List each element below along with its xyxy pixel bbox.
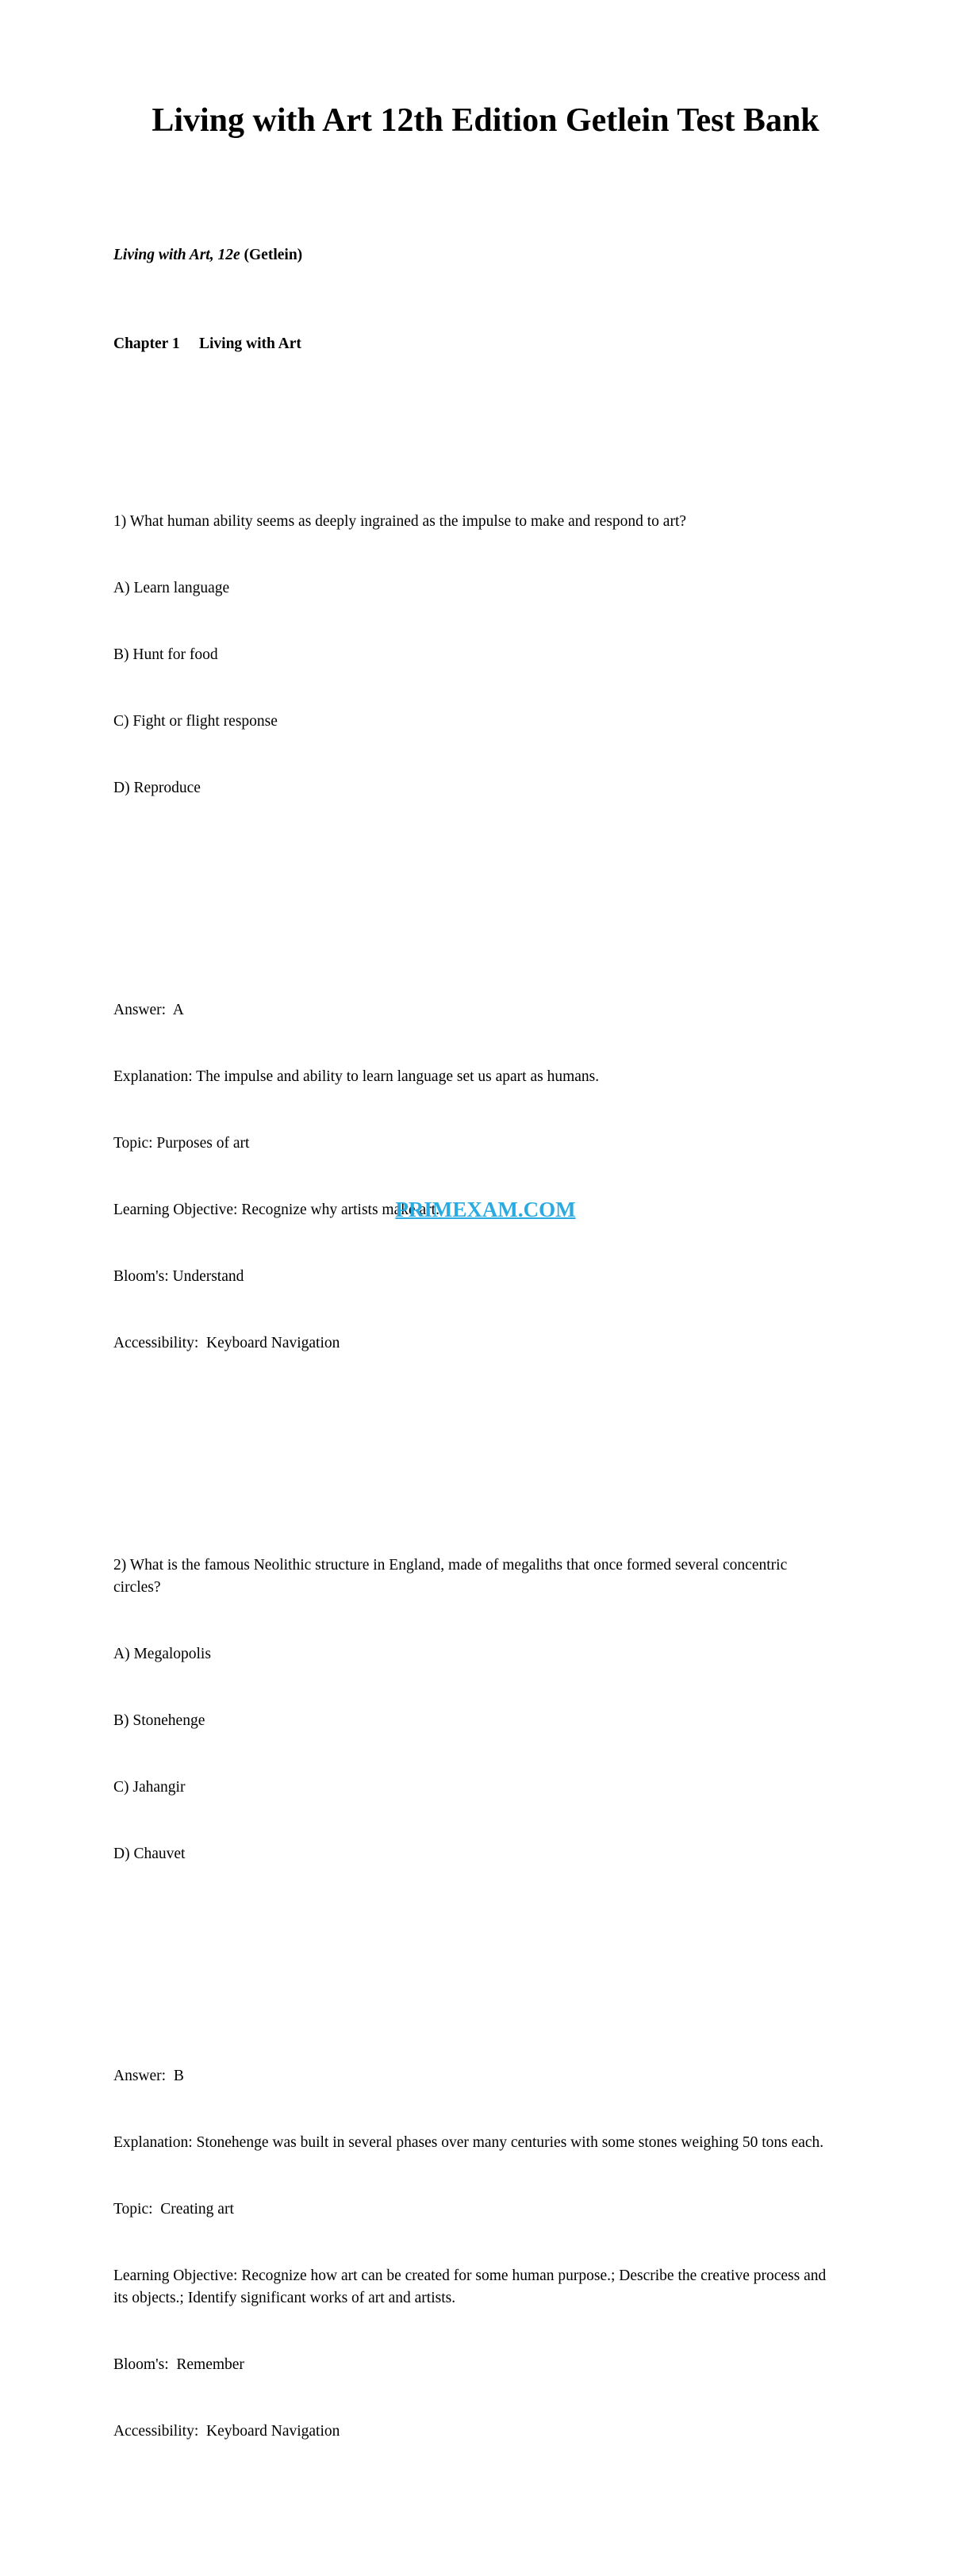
question-1-learning-objective-line: Learning Objective: Recognize why artists make art.: [113, 1202, 439, 1219]
question-1-option-c: C) Fight or flight response: [113, 713, 278, 730]
book-author: (Getlein): [240, 247, 303, 264]
page-title: Living with Art 12th Edition Getlein Test Bank: [152, 102, 819, 139]
question-1-answer-line: Answer: A: [113, 1002, 184, 1019]
question-2-answer-line: Answer: B: [113, 2068, 184, 2085]
question-1-topic-line: Topic: Purposes of art: [113, 1135, 250, 1152]
document-body: [113, 178, 835, 2576]
footer-link[interactable]: PRIMEXAM.COM: [395, 1198, 576, 1221]
question-1-explanation-line: Explanation: The impulse and ability to learn language set us apart as humans.: [113, 1068, 600, 1086]
question-2-accessibility-line: Accessibility: Keyboard Navigation: [113, 2423, 340, 2440]
question-1-blooms-line: Bloom's: Understand: [113, 1268, 244, 1286]
question-2-option-b: B) Stonehenge: [113, 1712, 205, 1730]
question-1-text: 1) What human ability seems as deeply ingrained as the impulse to make and respond to art?: [113, 513, 687, 531]
question-2-block: [113, 1510, 835, 1910]
question-1-answer-block: [113, 955, 835, 1399]
question-1-accessibility-line: Accessibility: Keyboard Navigation: [113, 1335, 340, 1352]
question-2-blooms-line: Bloom's: Remember: [113, 2356, 244, 2374]
question-2-topic-line: Topic: Creating art: [113, 2201, 234, 2218]
book-title: Living with Art, 12e: [113, 247, 240, 264]
question-1-option-b: B) Hunt for food: [113, 646, 218, 664]
question-2-answer-block: [113, 2021, 835, 2487]
question-2-option-c: C) Jahangir: [113, 1779, 186, 1796]
question-1-option-a: A) Learn language: [113, 580, 230, 597]
question-2-text: 2) What is the famous Neolithic structure in England, made of megaliths that once formed several concentric circles?: [113, 1557, 792, 1597]
book-subtitle: [113, 244, 835, 266]
question-1-block: [113, 466, 835, 844]
footer: [0, 1198, 971, 1222]
question-1-option-d: D) Reproduce: [113, 780, 201, 797]
question-2-learning-objective-line: Learning Objective: Recognize how art can be created for some human purpose.; Describe the creative process and its objects.; Identify significant works of art and artists.: [113, 2267, 831, 2307]
question-2-option-d: D) Chauvet: [113, 1846, 186, 1863]
question-2-explanation-line: Explanation: Stonehenge was built in several phases over many centuries with some stones weighing 50 tons each.: [113, 2134, 824, 2152]
question-2-option-a: A) Megalopolis: [113, 1646, 211, 1663]
chapter-heading: Chapter 1 Living with Art: [113, 335, 301, 353]
